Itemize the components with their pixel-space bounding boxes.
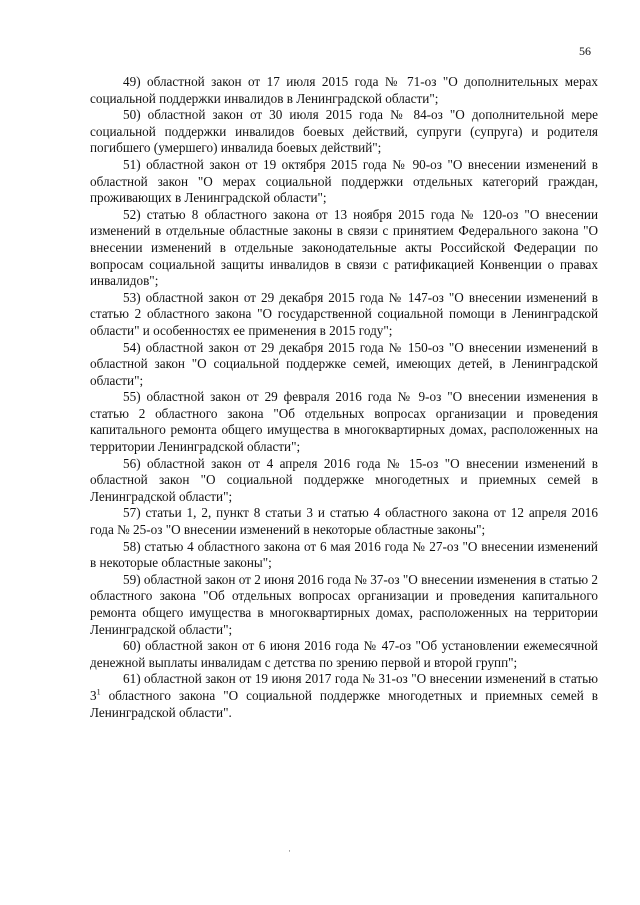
- list-item-57: 57) статьи 1, 2, пункт 8 статьи 3 и статью 4 областного закона от 12 апреля 2016 года № 25-оз "О внесении изменений в некоторые областные законы";: [90, 505, 598, 538]
- superscript-index: 1: [96, 687, 101, 697]
- list-item-53: 53) областной закон от 29 декабря 2015 года № 147-оз "О внесении изменений в статью 2 областного закона "О государственной социальной помощи в Ленинградской области" и особенностях ее применения в 2015 году";: [90, 289, 598, 338]
- list-item-50: 50) областной закон от 30 июля 2015 года № 84-оз "О дополнительной мере социальной поддержки инвалидов боевых действий, супруги (супруга) и родителя погибшего (умершего) инвалида боевых действий";: [90, 107, 598, 156]
- list-item-58: 58) статью 4 областного закона от 6 мая 2016 года № 27-оз "О внесении изменений в некоторые областные законы";: [90, 538, 598, 571]
- list-item-59: 59) областной закон от 2 июня 2016 года № 37-оз "О внесении изменения в статью 2 областного закона "Об отдельных вопросах организации и проведения капитального ремонта общего имущества в многоквартирных домах, расположенных на территории Ленинградской области";: [90, 571, 598, 637]
- list-item-52: 52) статью 8 областного закона от 13 ноября 2015 года № 120-оз "О внесении изменений в отдельные областные законы в связи с принятием Федерального закона "О внесении изменений в отдельные законодательные акты Российской Федерации по вопросам социальной защиты инвалидов в связи с ратификацией Конвенции о правах инвалидов";: [90, 206, 598, 289]
- list-item-61-text-before: 61) областной закон от 19 июня 2017 года № 31-оз "О внесении изменений в статью 3: [90, 671, 598, 703]
- list-item-55: 55) областной закон от 29 февраля 2016 года № 9-оз "О внесении изменения в статью 2 областного закона "Об отдельных вопросах организации и проведения капитального ремонта общего имущества в многоквартирных домах, расположенных на территории Ленинградской области";: [90, 389, 598, 455]
- scan-speck: ·: [288, 846, 291, 856]
- list-item-51: 51) областной закон от 19 октября 2015 года № 90-оз "О внесении изменений в областной закон "О мерах социальной поддержки отдельных категорий граждан, проживающих в Ленинградской области";: [90, 156, 598, 206]
- list-item-60: 60) областной закон от 6 июня 2016 года № 47-оз "Об установлении ежемесячной денежной выплаты инвалидам с детства по зрению первой и второй групп";: [90, 638, 598, 670]
- list-item-61-text-after: областного закона "О социальной поддержке многодетных и приемных семей в Ленинградской области".: [90, 687, 598, 720]
- list-item-61: [90, 671, 598, 721]
- list-item-54: 54) областной закон от 29 декабря 2015 года № 150-оз "О внесении изменений в областной закон "О социальной поддержке семей, имеющих детей, в Ленинградской области";: [90, 339, 598, 388]
- document-body: [90, 74, 598, 721]
- list-item-49: 49) областной закон от 17 июля 2015 года № 71-оз "О дополнительных мерах социальной поддержки инвалидов в Ленинградской области";: [90, 74, 598, 106]
- list-item-56: 56) областной закон от 4 апреля 2016 года № 15-оз "О внесении изменений в областной закон "О социальной поддержке многодетных и приемных семей в Ленинградской области";: [90, 455, 598, 504]
- page-number: 56: [579, 44, 591, 58]
